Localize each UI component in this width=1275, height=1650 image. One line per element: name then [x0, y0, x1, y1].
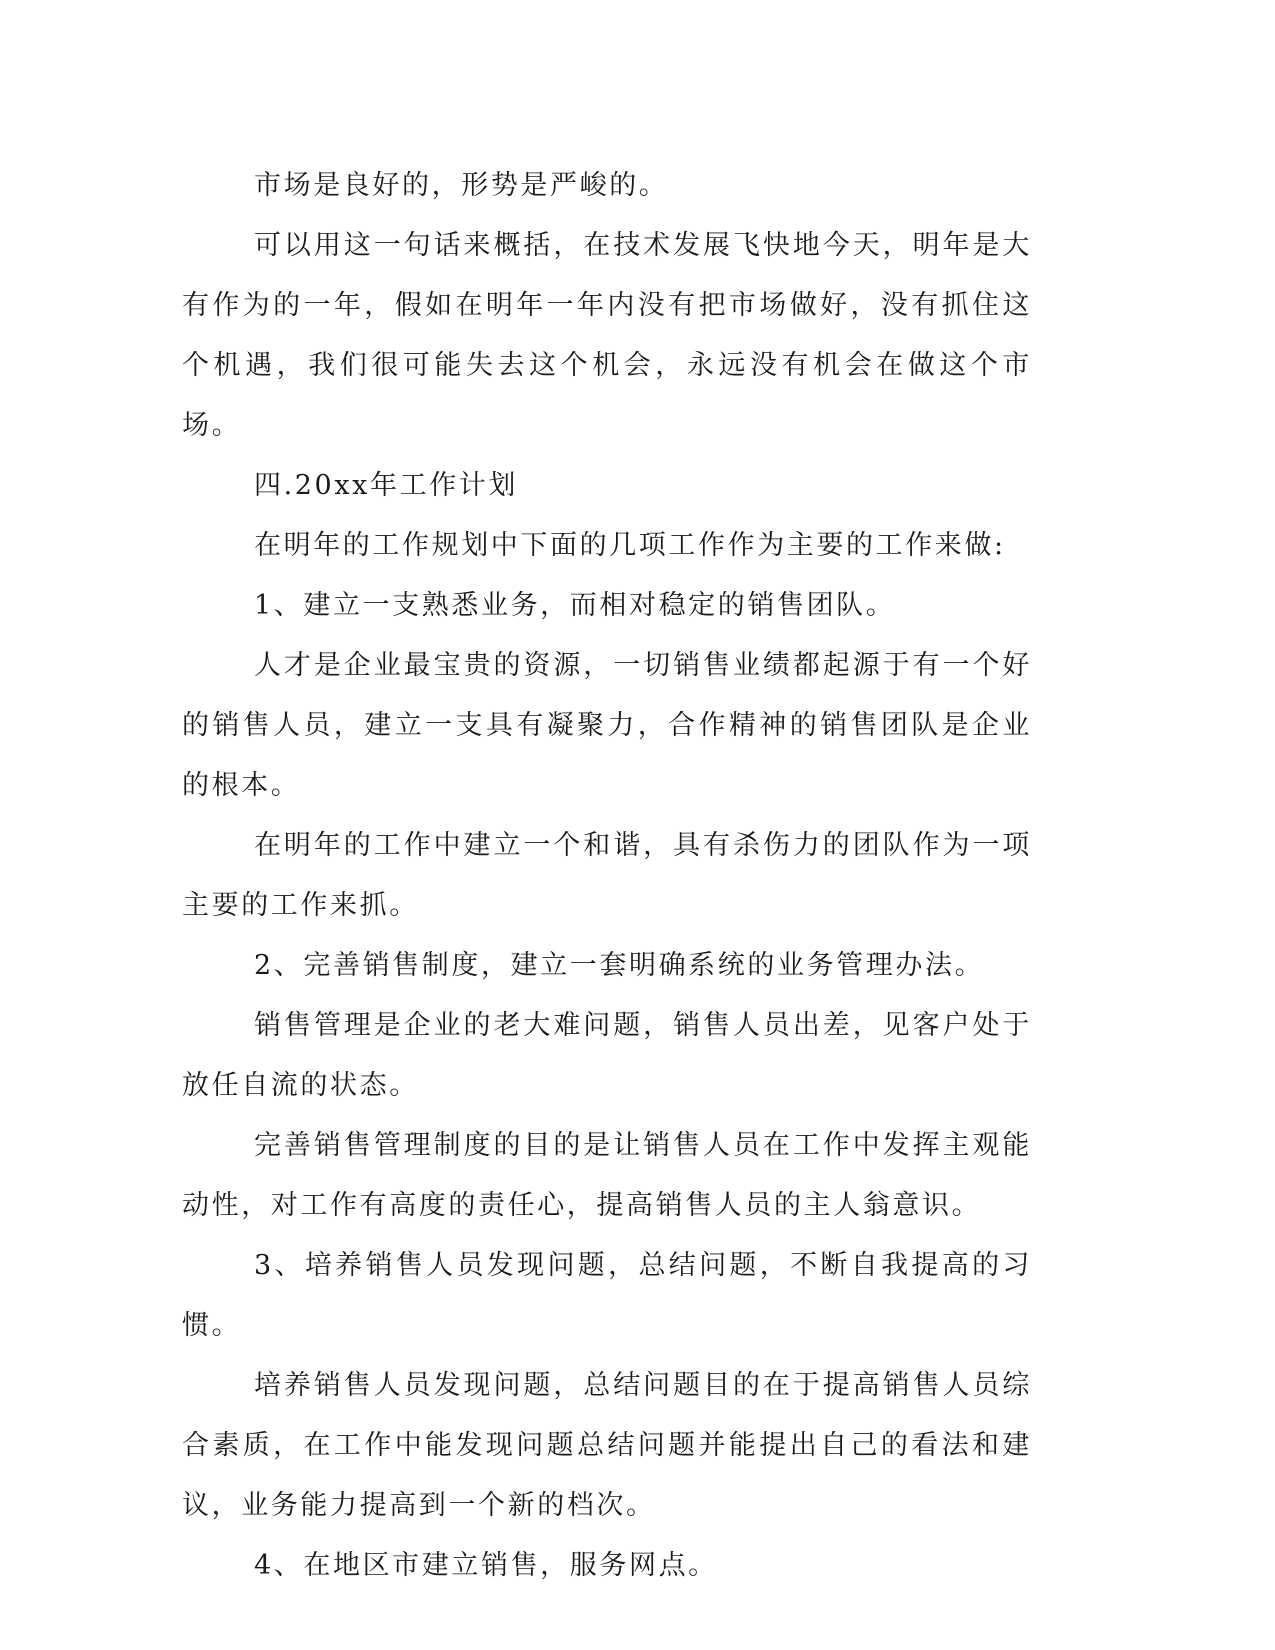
- paragraph-plan-intro: 在明年的工作规划中下面的几项工作作为主要的工作来做:: [254, 530, 1006, 561]
- paragraph-management-system: 完善销售管理制度的目的是让销售人员在工作中发挥主观能动性，对工作有高度的责任心，提高销售人员的主人翁意识。: [182, 1130, 1032, 1221]
- list-item-3-heading: 3、培养销售人员发现问题，总结问题，不断自我提高的习惯。: [182, 1250, 1032, 1341]
- list-item-4-heading: 4、在地区市建立销售，服务网点。: [254, 1550, 718, 1581]
- section-heading-work-plan: 四.20xx年工作计划: [254, 470, 518, 501]
- paragraph-summary: 可以用这一句话来概括，在技术发展飞快地今天，明年是大有作为的一年，假如在明年一年内没有把市场做好，没有抓住这个机遇，我们很可能失去这个机会，永远没有机会在做这个市场。: [182, 230, 1032, 441]
- list-item-1-heading: 1、建立一支熟悉业务，而相对稳定的销售团队。: [254, 590, 896, 621]
- list-item-2-heading: 2、完善销售制度，建立一套明确系统的业务管理办法。: [254, 950, 985, 981]
- document-body: [182, 156, 1032, 1596]
- paragraph-team-building: 在明年的工作中建立一个和谐，具有杀伤力的团队作为一项主要的工作来抓。: [182, 830, 1032, 921]
- paragraph-market-situation: 市场是良好的，形势是严峻的。: [254, 170, 669, 201]
- paragraph-talent: 人才是企业最宝贵的资源，一切销售业绩都起源于有一个好的销售人员，建立一支具有凝聚力，合作精神的销售团队是企业的根本。: [182, 650, 1032, 801]
- paragraph-training: 培养销售人员发现问题，总结问题目的在于提高销售人员综合素质，在工作中能发现问题总结问题并能提出自己的看法和建议，业务能力提高到一个新的档次。: [182, 1370, 1032, 1521]
- paragraph-sales-management: 销售管理是企业的老大难问题，销售人员出差，见客户处于放任自流的状态。: [182, 1010, 1032, 1101]
